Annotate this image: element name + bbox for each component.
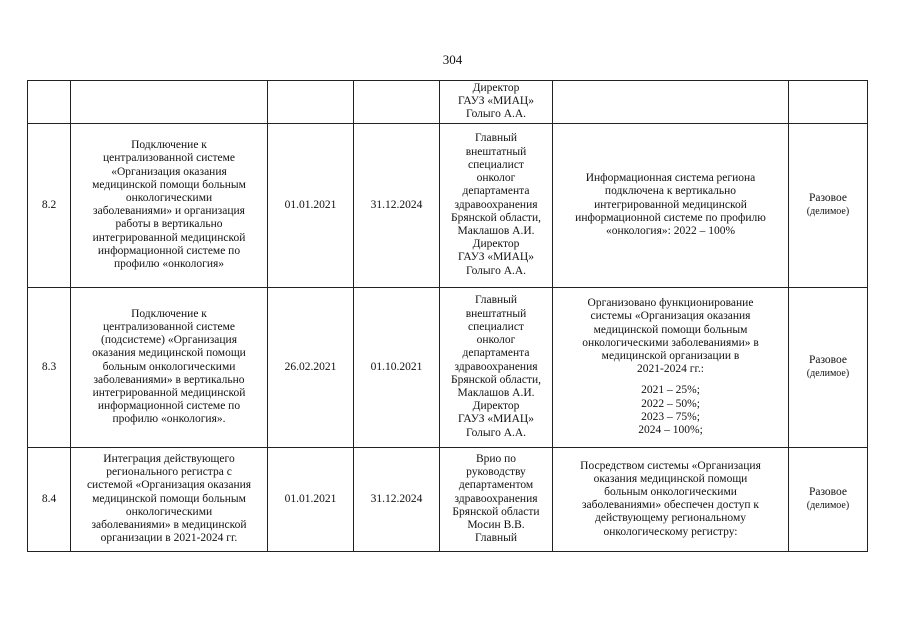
- type-cell: [789, 123, 868, 287]
- executor-cell: Главный внештатный специалист онколог департамента здравоохранения Брянской области, Маклашов А.И. Директор ГАУЗ «МИАЦ» Голыго А.А.: [440, 287, 553, 447]
- result-percent-list: [556, 384, 785, 437]
- table-row: [28, 447, 868, 551]
- row-number-cell: [28, 81, 71, 124]
- result-cell: [553, 123, 789, 287]
- type-sublabel: (делимое): [806, 368, 850, 380]
- type-cell: [789, 81, 868, 124]
- result-percent-item: 2022 – 50%;: [641, 397, 700, 410]
- activity-name-cell: Подключение к централизованной системе «Организация оказания медицинской помощи больным онкологическими заболеваниями» и организация работы в вертикально интегрированной медицинской информационной системе по профилю «онкология»: [71, 123, 268, 287]
- end-date-cell: [354, 81, 440, 124]
- executor-cell: Главный внештатный специалист онколог департамента здравоохранения Брянской области, Маклашов А.И. Директор ГАУЗ «МИАЦ» Голыго А.А.: [440, 123, 553, 287]
- type-label: Разовое: [808, 191, 848, 204]
- result-text: Информационная система региона подключена к вертикально интегрированной медицинской информационной системе по профилю «онкология»: 2022 – 100%: [575, 172, 766, 237]
- executor-cell: Врио по руководству департаментом здравоохранения Брянской области Мосин В.В. Главный: [440, 447, 553, 551]
- page-number: 304: [442, 52, 463, 67]
- result-percent-item: 2023 – 75%;: [641, 410, 700, 423]
- end-date-cell: 01.10.2021: [354, 287, 440, 447]
- table-row: [28, 287, 868, 447]
- activity-name-cell: [71, 81, 268, 124]
- activity-name-cell: Интеграция действующего регионального регистра с системой «Организация оказания медицинской помощи больным онкологическими заболеваниями» в медицинской организации в 2021-2024 гг.: [71, 447, 268, 551]
- end-date-cell: 31.12.2024: [354, 447, 440, 551]
- end-date-cell: 31.12.2024: [354, 123, 440, 287]
- result-cell: [553, 287, 789, 447]
- type-cell: [789, 447, 868, 551]
- result-cell: [553, 81, 789, 124]
- start-date-cell: 01.01.2021: [268, 123, 354, 287]
- table-row: [28, 123, 868, 287]
- start-date-cell: [268, 81, 354, 124]
- result-cell: [553, 447, 789, 551]
- type-cell: [789, 287, 868, 447]
- executor-cell: Директор ГАУЗ «МИАЦ» Голыго А.А.: [440, 81, 553, 124]
- row-number-cell: 8.4: [28, 447, 71, 551]
- table-row: [28, 81, 868, 124]
- row-number-cell: 8.3: [28, 287, 71, 447]
- type-label: Разовое: [808, 485, 848, 498]
- activities-table: [27, 80, 868, 552]
- type-sublabel: (делимое): [806, 206, 850, 218]
- result-percent-item: 2021 – 25%;: [641, 384, 700, 397]
- start-date-cell: 26.02.2021: [268, 287, 354, 447]
- table-body: [28, 81, 868, 552]
- result-text: Организовано функционирование системы «Организация оказания медицинской помощи больным онкологическими заболеваниями» в медицинской организации в 2021-2024 гг.:: [582, 297, 759, 376]
- type-sublabel: (делимое): [806, 500, 850, 512]
- row-number-cell: 8.2: [28, 123, 71, 287]
- type-label: Разовое: [808, 353, 848, 366]
- result-text: Посредством системы «Организация оказания медицинской помощи больным онкологическими заболеваниями» обеспечен доступ к действующему региональному онкологическому регистру:: [580, 459, 761, 538]
- result-percent-item: 2024 – 100%;: [638, 423, 703, 436]
- start-date-cell: 01.01.2021: [268, 447, 354, 551]
- activity-name-cell: Подключение к централизованной системе (подсистеме) «Организация оказания медицинской помощи больным онкологическими заболеваниями» в вертикально интегрированной медицинской информационной системе по профилю «онкология».: [71, 287, 268, 447]
